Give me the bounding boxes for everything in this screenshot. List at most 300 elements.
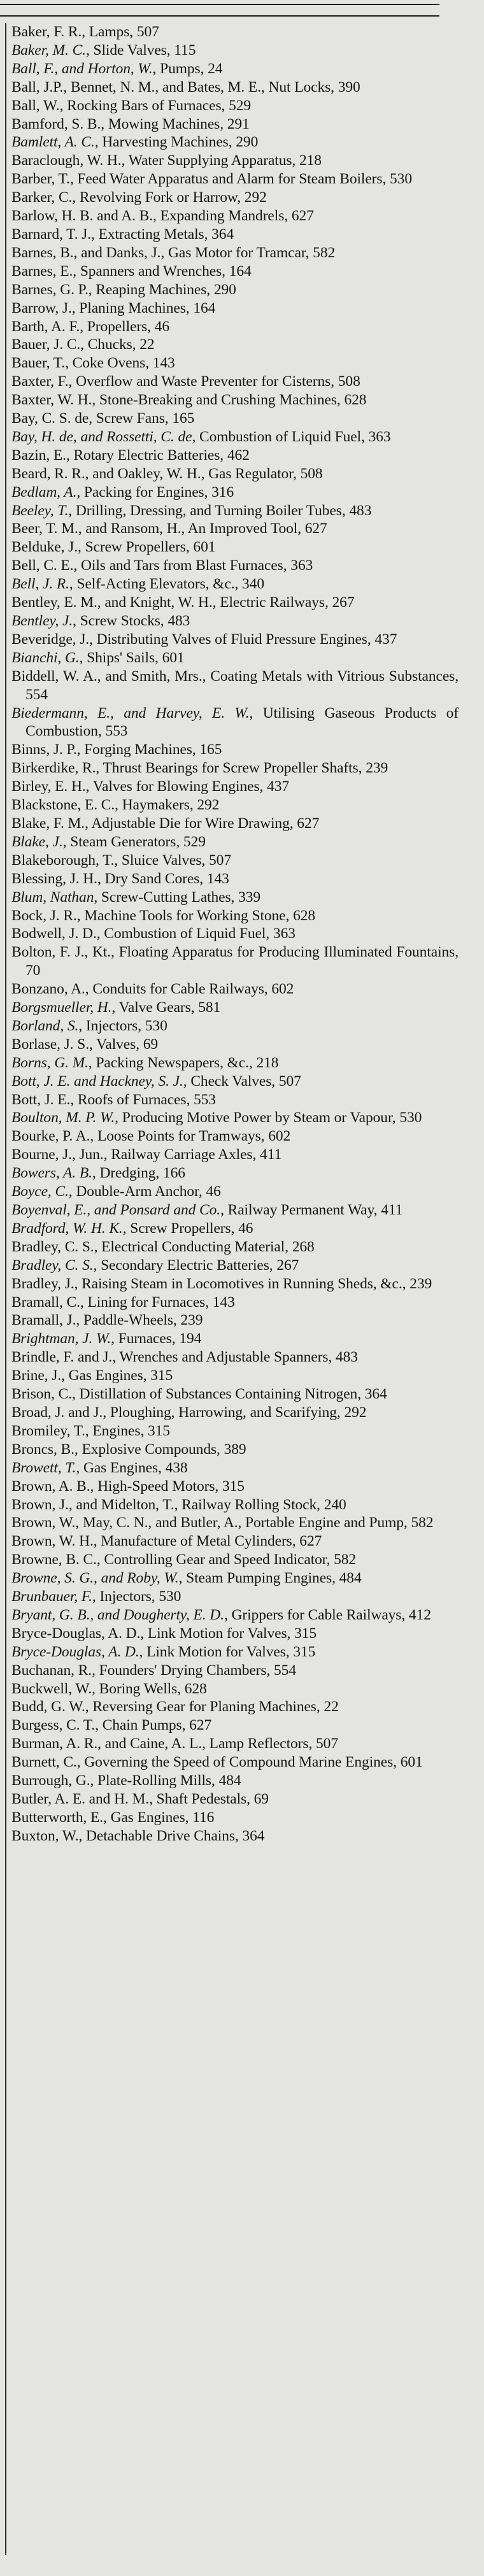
patentee-name: Ball, W. [11,97,60,114]
separator: , [96,1551,104,1569]
separator: , [260,1128,269,1145]
invention-subject: Roofs of Furnaces [77,1091,187,1108]
invention-subject: Packing for Engines [83,483,204,501]
invention-subject: Feed Water Apparatus and Alarm for Steam Boilers [77,171,383,188]
patentee-name: Bradford, W. H. K. [11,1220,123,1237]
invention-subject: Governing the Speed of Compound Marine Engines [84,1754,394,1771]
separator: , [66,446,74,464]
separator: , [336,1404,345,1421]
page-number: 627 [291,208,314,225]
separator: , [259,778,267,795]
separator: , [115,797,122,814]
index-entry [11,1606,459,1625]
index-entry [11,520,459,538]
index-entry [11,1238,459,1256]
separator: , [308,1735,316,1753]
patentee-name: Brindle, F. and J. [11,1349,113,1366]
page-number: 143 [152,355,175,372]
invention-subject: Packing Newspapers, &c. [96,1054,249,1071]
separator: , [217,1441,224,1458]
page-number: 602 [271,981,294,998]
separator: , [97,723,106,740]
patentee-name: Birkerdike, R. [11,760,96,777]
index-entry [11,943,459,980]
separator: , [182,1717,190,1734]
separator: , [82,24,89,40]
index-entry [11,446,459,465]
invention-subject: Screw-Cutting Lathes [101,888,231,906]
index-entry [11,980,459,999]
separator: , [76,1754,85,1771]
separator: , [72,189,80,206]
invention-subject: Drilling, Dressing, and Turning Boiler Tubes [75,502,342,519]
separator: , [158,1459,166,1476]
separator: , [198,1183,206,1200]
patentee-name: Beard, R. R., and Oakley, W. H. [11,465,201,482]
separator: , [139,1643,147,1660]
index-entry [11,1735,459,1753]
separator: , [205,1293,213,1311]
page-number: 602 [268,1128,291,1145]
index-entry [11,630,459,649]
index-entry [11,244,459,262]
index-entry [11,612,459,630]
invention-subject: Rocking Bars of Furnaces [67,97,222,114]
index-entry [11,1330,459,1348]
invention-subject: Valves [96,1035,136,1053]
index-entry [11,1680,459,1698]
invention-subject: Furnaces [118,1330,172,1348]
index-entry [11,1035,459,1054]
separator: , [80,318,87,335]
separator: , [266,1662,274,1679]
separator: , [93,1256,101,1274]
separator: , [92,1680,99,1697]
index-entry [11,999,459,1017]
invention-subject: Double-Arm Anchor [76,1183,199,1200]
invention-subject: Link Motion for Valves [147,1625,287,1642]
patentee-name: Bradley, J. [11,1275,75,1292]
page-number: 268 [292,1238,315,1255]
index-entry [11,649,459,667]
page-number: 507 [278,1072,301,1090]
page-number: 484 [218,1772,241,1790]
patentee-name: Brison, C. [11,1386,72,1403]
separator: , [316,1698,324,1716]
index-entry [11,557,459,575]
separator: , [357,1386,365,1403]
patentee-name: Bryce-Douglas, A. D. [11,1643,139,1660]
patentee-name: Bock, J. R. [11,907,77,924]
patentee-name: Browne, S. G., and Roby, W. [11,1570,179,1587]
separator: , [97,870,105,887]
index-entry [11,1017,459,1035]
invention-subject: Screw Fans [96,410,165,427]
page-number: 164 [229,262,252,280]
patentee-name: Brightman, J. W. [11,1330,111,1348]
patentee-name: Broad, J. and J. [11,1404,103,1421]
page-number: 218 [299,152,322,169]
separator: , [183,1072,191,1090]
separator: , [85,1698,93,1716]
page-number: 364 [211,225,234,243]
index-entry [11,262,459,281]
patentee-name: Binns, J. P. [11,741,77,758]
index-entry [11,796,459,815]
separator: , [90,1477,98,1495]
page-number: 530 [390,171,412,188]
separator: , [160,244,168,261]
page-number: 239 [409,1275,432,1292]
patentee-name: Blakeborough, T. [11,851,115,869]
separator: , [331,373,338,390]
invention-subject: Self-Acting Elevators, &c. [76,576,235,593]
separator: , [92,392,99,409]
separator: , [78,1017,86,1034]
separator: , [90,1772,98,1790]
separator: , [71,1386,80,1403]
invention-subject: Combustion of Liquid Fuel [104,925,266,943]
invention-subject: Boring Wells [99,1680,178,1697]
invention-subject: Valves for Blowing Engines [92,778,260,795]
invention-subject: Engines [92,1422,141,1439]
page-number: 438 [165,1459,188,1476]
separator: , [285,907,294,924]
page-number: 290 [213,281,236,298]
page-number: 508 [338,373,360,390]
index-entry [11,373,459,391]
patentee-name: Burman, A. R., and Caine, A. L. [11,1735,203,1753]
index-entry [11,815,459,833]
page-number: 554 [274,1662,296,1679]
separator: , [220,1202,228,1218]
index-entry [11,1311,459,1330]
index-entry [11,1772,459,1790]
invention-subject: Thrust Bearings for Screw Propeller Shafts [103,760,359,777]
patentee-name: Barker, C. [11,189,73,206]
index-entry [11,207,459,225]
separator: , [285,1238,292,1255]
index-entry [11,1588,459,1606]
index-entry [11,41,459,60]
header-rule-bottom [0,15,439,17]
index-entry [11,428,459,446]
page-number: 411 [381,1202,403,1218]
index-entry [11,1716,459,1735]
separator: , [292,1533,300,1550]
index-entry [11,851,459,870]
separator: , [145,355,153,372]
invention-subject: Adjustable Die for Wire Drawing [91,815,290,832]
patentee-name: Boyenval, E., and Ponsard and Co. [11,1202,221,1218]
separator: , [392,1109,400,1127]
invention-subject: Distributing Valves of Fluid Pressure Engines [96,630,367,648]
invention-subject: Lamp Reflectors [209,1735,309,1753]
patentee-name: Blum, Nathan [11,888,94,906]
separator: , [103,1809,111,1826]
invention-subject: Reaping Machines [96,281,207,298]
separator: , [96,925,104,943]
separator: , [206,281,214,298]
separator: , [129,24,137,40]
invention-subject: Dredging [99,1165,156,1182]
page-number: 292 [344,1404,367,1421]
separator: , [143,1367,151,1384]
separator: , [212,594,220,611]
patentee-name: Bourne, J., Jun. [11,1146,104,1163]
patentee-name: Buchanan, R. [11,1662,92,1679]
patentee-name: Borgsmueller, H. [11,999,112,1016]
index-entry [11,1385,459,1404]
invention-subject: Railway Permanent Way [227,1202,374,1218]
patentee-name: Bianchi, G. [11,649,80,666]
separator: , [153,208,160,225]
separator: , [221,97,229,114]
page-number: 529 [183,833,206,850]
separator: , [68,373,76,390]
separator: , [192,428,199,445]
page-number: 363 [273,925,295,943]
index-entry [11,133,459,152]
index-entry [11,170,459,189]
separator: , [155,649,162,666]
separator: , [91,225,99,243]
index-entry [11,281,459,299]
page-number: 484 [339,1570,362,1587]
page-number: 553 [105,723,128,740]
separator: , [220,115,227,132]
separator: , [402,1275,410,1292]
separator: , [234,576,243,593]
page-number: 364 [242,1827,265,1844]
patentee-name: Borlase, J. S. [11,1035,89,1053]
index-entry [11,1514,459,1532]
invention-subject: Nut Locks [268,78,331,96]
page-number: 315 [148,1422,170,1439]
separator: , [202,1735,210,1753]
page-number: 69 [253,1791,269,1807]
invention-subject: Shaft Pedestals [156,1791,247,1807]
index-entry [11,299,459,318]
page-number: 412 [408,1606,431,1623]
page-number: 218 [256,1054,279,1071]
separator: , [393,1754,401,1771]
separator: , [96,760,103,777]
invention-subject: Manufacture of Metal Cylinders [101,1533,292,1550]
page-number: 581 [198,999,221,1016]
page-number: 627 [304,520,327,537]
separator: , [80,336,88,353]
separator: , [289,815,297,832]
patentee-name: Blackstone, E. C. [11,797,115,814]
separator: , [76,741,85,758]
patentee-name: Bauer, T. [11,355,66,372]
patentee-name: Bay, C. S. de [11,410,89,427]
page-number: 437 [374,630,397,648]
separator: , [62,833,71,850]
separator: , [65,355,73,372]
patentee-name: Bolton, F. J., Kt. [11,944,111,961]
patentee-name: Blake, F. M. [11,815,85,832]
page-number: 239 [366,760,388,777]
separator: , [204,483,212,501]
patentee-name: Brunbauer, F. [11,1588,92,1605]
separator: , [297,520,305,537]
index-entry [11,1348,459,1367]
index-entry [11,907,459,925]
invention-subject: Gas Engines [83,1459,158,1476]
separator: , [176,833,183,850]
separator: , [89,410,96,427]
separator: , [287,1625,295,1642]
page-number: 601 [162,649,185,666]
page-number: 240 [324,1496,346,1513]
invention-subject: Combustion of Liquid Fuel [199,428,362,445]
page-number: 340 [242,576,264,593]
separator: , [92,1165,100,1182]
invention-subject: Distillation of Substances Containing Nitrogen [79,1386,358,1403]
index-entry [11,1827,459,1846]
patentee-name: Butterworth, E. [11,1809,104,1826]
page-number: 315 [294,1625,317,1642]
page-number: 628 [293,907,316,924]
index-entry [11,23,459,41]
separator: , [79,649,87,666]
invention-subject: An Improved Tool [187,520,298,537]
patentee-name: Buckwell, W. [11,1680,92,1697]
invention-subject: Loose Points for Tramways [97,1128,261,1145]
separator: , [231,1220,239,1237]
page-number: 194 [179,1330,202,1348]
separator: , [222,262,229,280]
patentee-name: Barth, A. F. [11,318,80,335]
separator: , [224,1606,232,1623]
separator: , [140,1625,148,1642]
index-entry [11,1790,459,1809]
patentee-name: Browne, B. C. [11,1551,97,1569]
separator: , [403,1514,411,1532]
separator: , [192,741,200,758]
page-number: 22 [139,336,155,353]
separator: , [211,1772,219,1790]
page-number: 239 [180,1312,203,1329]
patentee-name: Ball, J.P., Bennet, N. M., and Bates, M. E. [11,78,261,96]
invention-subject: Electric Railways [220,594,325,611]
invention-subject: Plate-Rolling Mills [97,1772,211,1790]
separator: , [74,1275,82,1292]
separator: , [305,244,313,261]
index-entry [11,189,459,207]
page-number: 165 [172,410,195,427]
separator: , [85,778,93,795]
separator: , [200,60,208,77]
invention-subject: Valve Gears [118,999,191,1016]
page-number: 507 [209,851,231,869]
separator: , [121,152,129,169]
patentee-name: Barnes, B., and Danks, J. [11,244,161,261]
separator: , [115,1109,122,1127]
index-entry [11,1551,459,1569]
index-entry [11,225,459,244]
patentee-name: Bell, J. R. [11,576,69,593]
index-entry [11,115,459,134]
separator: , [248,1054,257,1071]
page-number: 164 [193,299,216,317]
separator: , [111,1330,118,1348]
separator: , [202,667,211,685]
separator: , [68,1183,76,1200]
invention-subject: Injectors [99,1588,152,1605]
patentee-name: Barnes, G. P. [11,281,89,298]
patentee-name: Baxter, F. [11,373,69,390]
index-entry [11,1109,459,1127]
separator: , [382,171,390,188]
page-number: 462 [227,446,250,464]
patentee-name: Baxter, W. H. [11,392,92,409]
separator: , [92,1662,99,1679]
separator: , [201,465,209,482]
page-number: 316 [211,483,234,501]
patentee-name: Barnes, E. [11,262,73,280]
invention-subject: Spanners and Wrenches [80,262,222,280]
separator: , [78,539,85,556]
separator: , [94,888,101,906]
invention-subject: Screw Propellers [130,1220,231,1237]
invention-subject: Portable Engine and Pump [245,1514,404,1532]
index-entry [11,78,459,97]
page-number: 582 [334,1551,357,1569]
separator: , [228,134,236,151]
invention-subject: Planing Machines [79,299,186,317]
index-entry [11,409,459,428]
separator: , [155,1165,163,1182]
separator: , [111,999,119,1016]
page-number: 292 [197,797,220,814]
patentee-name: Baraclough, W. H. [11,152,122,169]
separator: , [103,1404,110,1421]
page-number: 165 [199,741,222,758]
separator: , [293,465,301,482]
separator: , [152,60,160,77]
page-number: 601 [400,1754,423,1771]
page-number: 628 [184,1680,207,1697]
patentee-name: Bauer, J. C. [11,336,81,353]
separator: , [122,1220,131,1237]
patentee-name: Bowers, A. B. [11,1165,92,1182]
invention-subject: Forging Machines [84,741,192,758]
invention-subject: Reversing Gear for Planing Machines [92,1698,317,1716]
invention-subject: Utilising Gaseous Products of Combustion [25,704,459,740]
index-entry [11,1662,459,1680]
index-entry [11,1275,459,1293]
column-rule [5,23,6,2555]
separator: , [73,557,82,574]
page-number: 627 [299,1533,322,1550]
page-number: 507 [316,1735,338,1753]
page-number: 70 [25,962,41,979]
separator: , [136,1035,143,1053]
index-entry [11,778,459,796]
invention-subject: Slide Valves [93,41,167,59]
patentee-name: Browett, T. [11,1459,76,1476]
index-entry [11,538,459,557]
invention-subject: Coating Metals with Vitrious Substances [210,667,455,685]
patentee-name: Burnett, C. [11,1754,77,1771]
separator: , [164,410,173,427]
patentee-index-column [11,23,459,1846]
invention-subject: Screw Stocks [80,613,160,629]
patentee-name: Barlow, H. B. and A. B. [11,208,153,225]
